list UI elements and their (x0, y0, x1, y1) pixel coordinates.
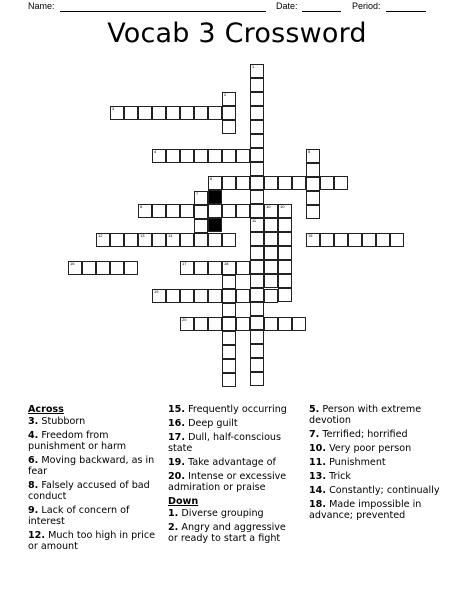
clue-number: 15. (168, 404, 185, 415)
clue-text: Falsely accused of bad conduct (28, 480, 150, 502)
cell-number: 20 (182, 317, 187, 322)
cell-number: 10 (280, 204, 285, 209)
grid-cell[interactable] (222, 289, 236, 303)
cell-number: 2 (224, 92, 227, 97)
down-heading: Down (168, 496, 199, 507)
grid-cell[interactable] (250, 134, 264, 148)
grid-cell[interactable] (138, 233, 152, 247)
clue-number: 6. (28, 455, 39, 466)
clue-number: 11. (309, 457, 326, 468)
grid-cell[interactable] (222, 345, 236, 359)
grid-cell[interactable] (222, 359, 236, 373)
black-square (208, 190, 222, 204)
grid-cell[interactable] (222, 373, 236, 387)
down-clue (168, 508, 298, 519)
grid-cell[interactable] (306, 233, 320, 247)
across-clue (28, 480, 158, 502)
grid-cell[interactable] (362, 233, 376, 247)
grid-cell[interactable] (250, 78, 264, 92)
grid-cell[interactable] (152, 149, 166, 163)
grid-cell[interactable] (222, 92, 236, 106)
grid-cell[interactable] (110, 261, 124, 275)
clue-number: 13. (309, 471, 326, 482)
grid-cell[interactable] (264, 232, 278, 246)
grid-cell[interactable] (208, 106, 222, 120)
grid-cell[interactable] (250, 372, 264, 386)
grid-cell[interactable] (194, 191, 208, 205)
across-clue (28, 430, 158, 452)
clue-column-1 (28, 404, 158, 555)
grid-cell[interactable] (250, 330, 264, 344)
down-clue (309, 429, 449, 440)
grid-cell[interactable] (124, 261, 138, 275)
grid-cell[interactable] (194, 149, 208, 163)
across-clue (28, 416, 158, 427)
grid-cell[interactable] (82, 261, 96, 275)
down-clue (309, 485, 449, 496)
grid-cell[interactable] (390, 233, 404, 247)
grid-cell[interactable] (110, 106, 124, 120)
grid-cell[interactable] (180, 233, 194, 247)
grid-cell[interactable] (348, 233, 362, 247)
grid-cell[interactable] (250, 120, 264, 134)
grid-cell[interactable] (306, 191, 320, 205)
grid-cell[interactable] (152, 233, 166, 247)
cell-number: 4 (154, 149, 157, 154)
page-title: Vocab 3 Crossword (107, 18, 367, 49)
cell-number: 10 (266, 204, 271, 209)
grid-cell[interactable] (208, 261, 222, 275)
grid-cell[interactable] (138, 204, 152, 218)
grid-cell[interactable] (222, 204, 236, 218)
grid-cell[interactable] (152, 289, 166, 303)
grid-cell[interactable] (250, 106, 264, 120)
grid-cell[interactable] (236, 317, 250, 331)
clue-number: 8. (28, 480, 39, 491)
grid-cell[interactable] (110, 233, 124, 247)
grid-cell[interactable] (236, 149, 250, 163)
grid-cell[interactable] (278, 274, 292, 288)
grid-cell[interactable] (222, 331, 236, 345)
grid-cell[interactable] (180, 106, 194, 120)
grid-cell[interactable] (278, 176, 292, 190)
cell-number: 1 (252, 64, 255, 69)
clue-number: 2. (168, 522, 179, 533)
grid-cell[interactable] (208, 204, 222, 218)
clue-column-2 (168, 404, 298, 547)
clue-text: Frequently occurring (188, 404, 287, 415)
grid-cell[interactable] (152, 106, 166, 120)
grid-cell[interactable] (180, 261, 194, 275)
clue-text: Freedom from punishment or harm (28, 430, 127, 452)
down-clue (309, 443, 449, 454)
grid-cell[interactable] (264, 176, 278, 190)
grid-cell[interactable] (222, 275, 236, 289)
clue-text: Take advantage of (188, 457, 276, 468)
grid-cell[interactable] (208, 176, 222, 190)
clue-text: Dull, half-conscious state (168, 432, 282, 454)
clues-section (0, 404, 474, 604)
grid-cell[interactable] (250, 176, 264, 190)
grid-cell[interactable] (180, 149, 194, 163)
cell-number: 15 (308, 233, 313, 238)
grid-cell[interactable] (250, 64, 264, 78)
clue-text: Diverse grouping (181, 508, 264, 519)
clue-text: Terrified; horrified (322, 429, 408, 440)
across-clue (28, 505, 158, 527)
grid-cell[interactable] (222, 261, 236, 275)
grid-cell[interactable] (208, 233, 222, 247)
across-clue (168, 432, 298, 454)
clue-number: 20. (168, 471, 185, 482)
grid-cell[interactable] (250, 218, 264, 232)
grid-cell[interactable] (222, 120, 236, 134)
cell-number: 16 (70, 261, 75, 266)
grid-cell[interactable] (124, 106, 138, 120)
clue-number: 7. (309, 429, 320, 440)
grid-cell[interactable] (194, 261, 208, 275)
grid-cell[interactable] (264, 260, 278, 274)
grid-cell[interactable] (250, 274, 264, 288)
grid-cell[interactable] (264, 204, 278, 218)
grid-cell[interactable] (264, 246, 278, 260)
clue-text: Person with extreme devotion (309, 404, 422, 426)
grid-cell[interactable] (250, 148, 264, 162)
grid-cell[interactable] (236, 289, 250, 303)
grid-cell[interactable] (222, 303, 236, 317)
clue-number: 16. (168, 418, 185, 429)
grid-cell[interactable] (194, 106, 208, 120)
grid-cell[interactable] (208, 317, 222, 331)
grid-cell[interactable] (166, 289, 180, 303)
across-clue (28, 530, 158, 552)
grid-cell[interactable] (292, 176, 306, 190)
across-clue (28, 455, 158, 477)
cell-number: 12 (98, 233, 103, 238)
grid-cell[interactable] (194, 205, 208, 219)
grid-cell[interactable] (208, 289, 222, 303)
clue-text: Punishment (329, 457, 386, 468)
grid-cell[interactable] (166, 106, 180, 120)
black-square (208, 218, 222, 232)
grid-cell[interactable] (306, 149, 320, 163)
clue-number: 12. (28, 530, 45, 541)
across-clue (168, 418, 298, 429)
grid-cell[interactable] (278, 246, 292, 260)
grid-cell[interactable] (180, 204, 194, 218)
down-clue (309, 499, 449, 521)
cell-number: 5 (308, 149, 311, 154)
grid-cell[interactable] (264, 274, 278, 288)
grid-cell[interactable] (250, 162, 264, 176)
clue-number: 4. (28, 430, 39, 441)
grid-cell[interactable] (194, 219, 208, 233)
clue-text: Moving backward, as in fear (28, 455, 155, 477)
grid-cell[interactable] (166, 149, 180, 163)
down-clue (309, 471, 449, 482)
clue-text: Much too high in price or amount (28, 530, 156, 552)
grid-cell[interactable] (250, 232, 264, 246)
period-label: Period: (352, 1, 381, 11)
clue-text: Very poor person (329, 443, 412, 454)
grid-cell[interactable] (334, 233, 348, 247)
grid-cell[interactable] (278, 204, 292, 218)
grid-cell[interactable] (222, 317, 236, 331)
grid-cell[interactable] (334, 176, 348, 190)
cell-number: 8 (140, 204, 143, 209)
clue-text: Intense or excessive admiration or praise (168, 471, 287, 493)
clue-text: Trick (329, 471, 351, 482)
across-clue (168, 457, 298, 468)
cell-number: 14 (168, 233, 173, 238)
grid-cell[interactable] (250, 288, 264, 302)
clue-text: Deep guilt (188, 418, 238, 429)
grid-cell[interactable] (152, 204, 166, 218)
grid-cell[interactable] (250, 260, 264, 274)
grid-cell[interactable] (194, 289, 208, 303)
grid-cell[interactable] (180, 289, 194, 303)
across-clue (168, 404, 298, 415)
clue-text: Stubborn (41, 416, 86, 427)
grid-cell[interactable] (250, 358, 264, 372)
clue-number: 5. (309, 404, 320, 415)
grid-cell[interactable] (68, 261, 82, 275)
grid-cell[interactable] (124, 233, 138, 247)
grid-cell[interactable] (278, 232, 292, 246)
grid-cell[interactable] (264, 218, 278, 232)
grid-cell[interactable] (222, 149, 236, 163)
grid-cell[interactable] (292, 317, 306, 331)
clue-number: 10. (309, 443, 326, 454)
cell-number: 19 (154, 289, 159, 294)
grid-cell[interactable] (236, 261, 250, 275)
grid-cell[interactable] (264, 317, 278, 331)
grid-cell[interactable] (250, 344, 264, 358)
down-clue (168, 522, 298, 544)
down-clue (309, 457, 449, 468)
clue-number: 19. (168, 457, 185, 468)
grid-cell[interactable] (376, 233, 390, 247)
clue-number: 9. (28, 505, 39, 516)
clue-text: Lack of concern of interest (28, 505, 130, 527)
grid-cell[interactable] (180, 317, 194, 331)
grid-cell[interactable] (250, 246, 264, 260)
grid-cell[interactable] (250, 316, 264, 330)
grid-cell[interactable] (306, 177, 320, 191)
clue-number: 1. (168, 508, 179, 519)
clue-number: 17. (168, 432, 185, 443)
grid-cell[interactable] (166, 233, 180, 247)
grid-cell[interactable] (278, 288, 292, 302)
grid-cell[interactable] (278, 260, 292, 274)
cell-number: 11 (252, 218, 257, 223)
grid-cell[interactable] (236, 204, 250, 218)
grid-cell[interactable] (236, 176, 250, 190)
clue-number: 14. (309, 485, 326, 496)
grid-cell[interactable] (320, 233, 334, 247)
grid-cell[interactable] (278, 317, 292, 331)
grid-cell[interactable] (278, 218, 292, 232)
grid-cell[interactable] (264, 289, 278, 303)
across-heading: Across (28, 404, 64, 415)
across-clue (168, 471, 298, 493)
grid-cell[interactable] (320, 176, 334, 190)
grid-cell[interactable] (194, 233, 208, 247)
down-clue (309, 404, 449, 426)
grid-cell[interactable] (250, 92, 264, 106)
grid-cell[interactable] (166, 204, 180, 218)
cell-number: 7 (196, 191, 199, 196)
cell-number: 18 (224, 261, 229, 266)
grid-cell[interactable] (208, 149, 222, 163)
grid-cell[interactable] (96, 261, 110, 275)
grid-cell[interactable] (250, 190, 264, 204)
grid-cell[interactable] (138, 106, 152, 120)
date-label: Date: (276, 1, 298, 11)
cell-number: 17 (182, 261, 187, 266)
cell-number: 13 (140, 233, 145, 238)
cell-number: 6 (210, 176, 213, 181)
clue-text: Constantly; continually (329, 485, 440, 496)
grid-cell[interactable] (222, 176, 236, 190)
grid-cell[interactable] (250, 302, 264, 316)
grid-cell[interactable] (250, 204, 264, 218)
clue-number: 3. (28, 416, 39, 427)
grid-cell[interactable] (306, 163, 320, 177)
grid-cell[interactable] (96, 233, 110, 247)
grid-cell[interactable] (222, 233, 236, 247)
cell-number: 3 (112, 106, 115, 111)
clue-text: Angry and aggressive or ready to start a fight (168, 522, 286, 544)
grid-cell[interactable] (194, 317, 208, 331)
clue-number: 18. (309, 499, 326, 510)
clue-column-3 (309, 404, 449, 524)
grid-cell[interactable] (222, 106, 236, 120)
clue-text: Made impossible in advance; prevented (309, 499, 422, 521)
name-label: Name: (28, 1, 55, 11)
grid-cell[interactable] (306, 205, 320, 219)
